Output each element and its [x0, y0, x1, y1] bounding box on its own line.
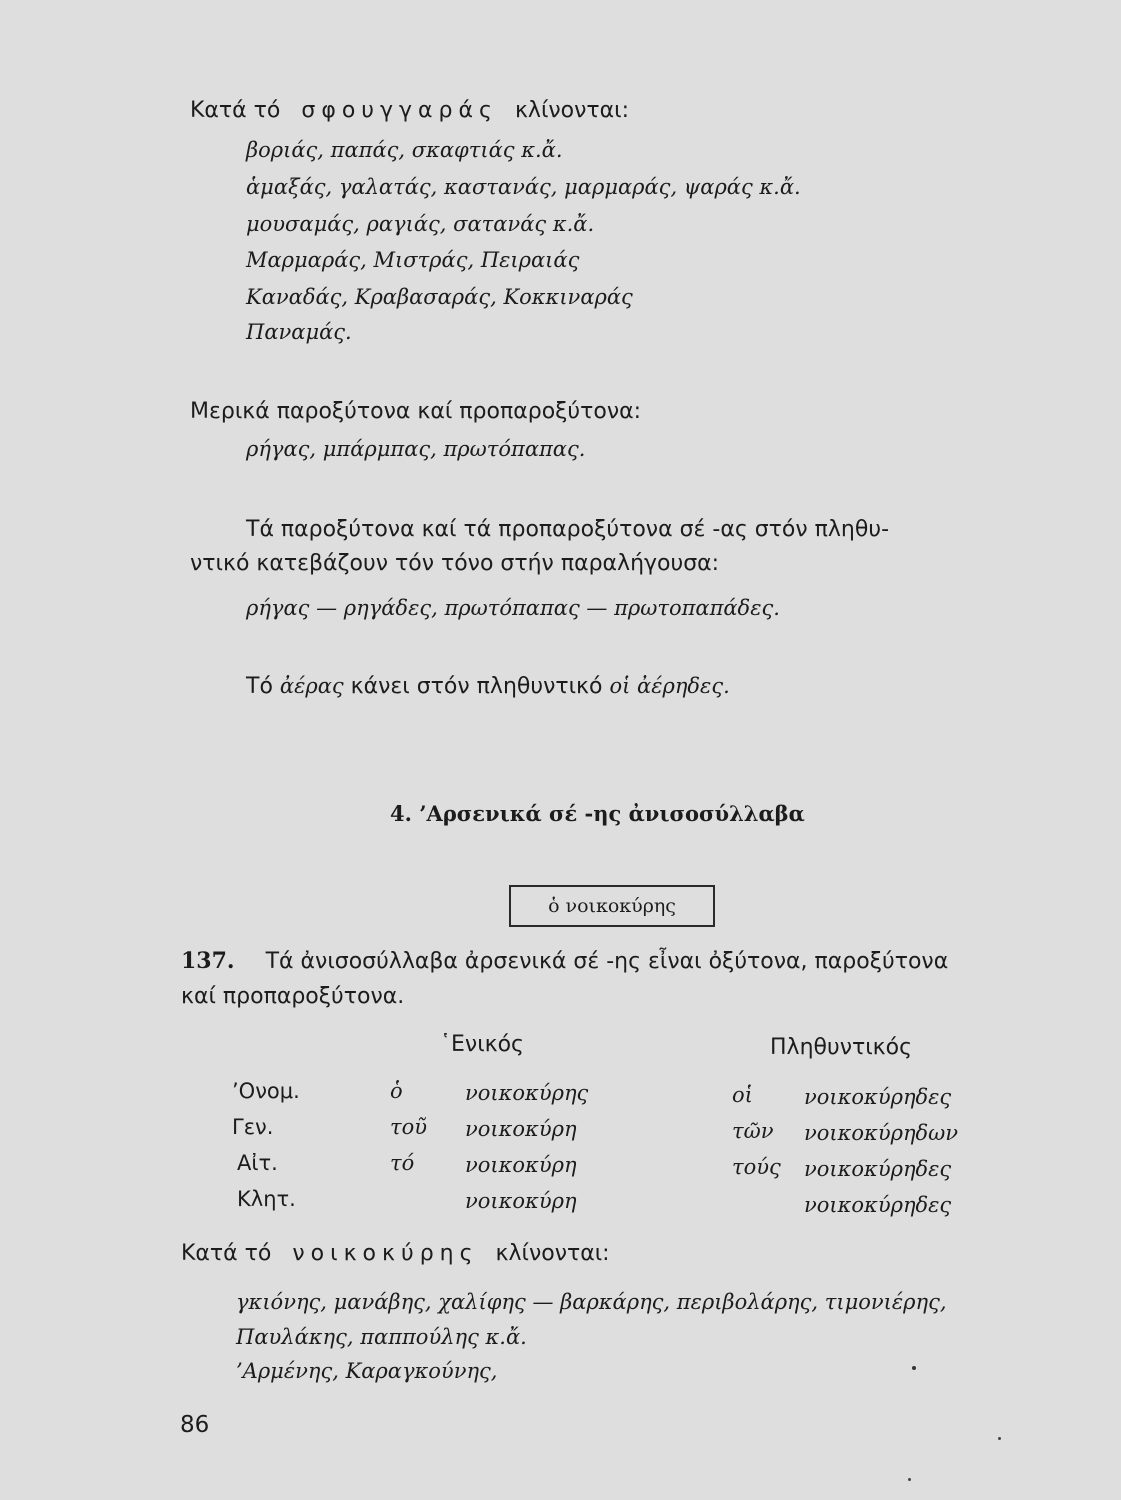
example-line: βοριάς, παπάς, σκαφτιάς κ.ἄ.: [246, 138, 563, 162]
example-line: Παναμάς.: [246, 320, 352, 344]
sg-article: τοῦ: [390, 1115, 428, 1139]
example-line: ’Αρμένης, Καραγκούνης,: [236, 1359, 498, 1383]
example-line: ἁμαξάς, γαλατάς, καστανάς, μαρμαράς, ψαράς κ.ἄ.: [246, 175, 801, 199]
rule-example: ρήγας — ρηγάδες, πρωτόπαπας — πρωτοπαπάδες.: [246, 596, 780, 620]
aeras-note: [246, 672, 730, 701]
sg-article: τό: [390, 1151, 415, 1175]
pl-form: νοικοκύρηδες: [804, 1085, 952, 1109]
header-singular: ῾Ενικός: [440, 1032, 524, 1057]
example-line: Μαρμαράς, Μιστράς, Πειραιάς: [246, 248, 580, 272]
boxed-model-word: ὁ νοικοκύρης: [509, 885, 715, 927]
pl-article: τῶν: [732, 1119, 774, 1143]
paroxytona-examples: ρήγας, μπάρμπας, πρωτόπαπας.: [246, 437, 586, 461]
case-label: ’Ονομ.: [232, 1079, 300, 1103]
para-137-line-2: καί προπαροξύτονα.: [181, 984, 405, 1009]
example-line: Καναδάς, Κραβασαράς, Κοκκιναράς: [246, 285, 633, 309]
intro-suffix: κλίνονται:: [495, 1241, 610, 1266]
aeras-prefix: Τό: [246, 674, 273, 699]
para-137-line-1: [181, 947, 948, 976]
sg-form: νοικοκύρη: [465, 1117, 577, 1141]
example-line: μουσαμάς, ραγιάς, σατανάς κ.ἄ.: [246, 212, 595, 236]
case-label: Γεν.: [232, 1115, 274, 1139]
scan-dot: [998, 1437, 1001, 1440]
scan-dot: [912, 1366, 916, 1370]
rule-line-2: ντικό κατεβάζουν τόν τόνο στήν παραλήγουσα:: [190, 551, 720, 576]
para-137-text: Τά ἀνισοσύλλαβα ἀρσενικά σέ -ης εἶναι ὀξύτονα, παροξύτονα: [265, 949, 949, 974]
rule-line-1: Τά παροξύτονα καί τά προπαροξύτονα σέ -ας στόν πληθυ-: [246, 517, 890, 542]
example-line: Παυλάκης, παππούλης κ.ἄ.: [236, 1325, 527, 1349]
intro-prefix: Κατά τό: [190, 98, 281, 123]
example-line: γκιόνης, μανάβης, χαλίφης — βαρκάρης, περιβολάρης, τιμονιέρης,: [236, 1290, 947, 1314]
sg-article: ὁ: [390, 1079, 403, 1103]
paroxytona-heading: Μερικά παροξύτονα καί προπαροξύτονα:: [190, 399, 642, 424]
paragraph-number: 137.: [181, 948, 235, 974]
sg-form: νοικοκύρη: [465, 1153, 577, 1177]
case-label: Αἰτ.: [237, 1151, 278, 1175]
sfoungaras-intro: [190, 97, 629, 125]
pl-form: νοικοκύρηδες: [804, 1193, 952, 1217]
intro-suffix: κλίνονται:: [514, 98, 630, 123]
pl-article: οἱ: [732, 1083, 753, 1107]
sg-form: νοικοκύρη: [465, 1189, 577, 1213]
header-plural: Πληθυντικός: [770, 1035, 913, 1060]
model-word: νοικοκύρης: [292, 1241, 479, 1266]
model-word: σφουγγαράς: [301, 98, 498, 123]
noikokyris-intro: [181, 1240, 610, 1268]
aeras-word: ἀέρας: [279, 674, 344, 698]
case-label: Κλητ.: [237, 1187, 296, 1211]
intro-prefix: Κατά τό: [181, 1241, 272, 1266]
scan-dot: [908, 1478, 911, 1481]
pl-form: νοικοκύρηδων: [804, 1121, 959, 1145]
section-heading: 4. ’Αρσενικά σέ -ης ἀνισοσύλλαβα: [390, 801, 805, 826]
aeras-middle: κάνει στόν πληθυντικό: [350, 674, 603, 699]
page-number: 86: [180, 1412, 210, 1438]
aeras-plural: οἱ ἀέρηδες.: [609, 674, 730, 698]
pl-form: νοικοκύρηδες: [804, 1157, 952, 1181]
pl-article: τούς: [732, 1155, 781, 1179]
sg-form: νοικοκύρης: [465, 1081, 589, 1105]
